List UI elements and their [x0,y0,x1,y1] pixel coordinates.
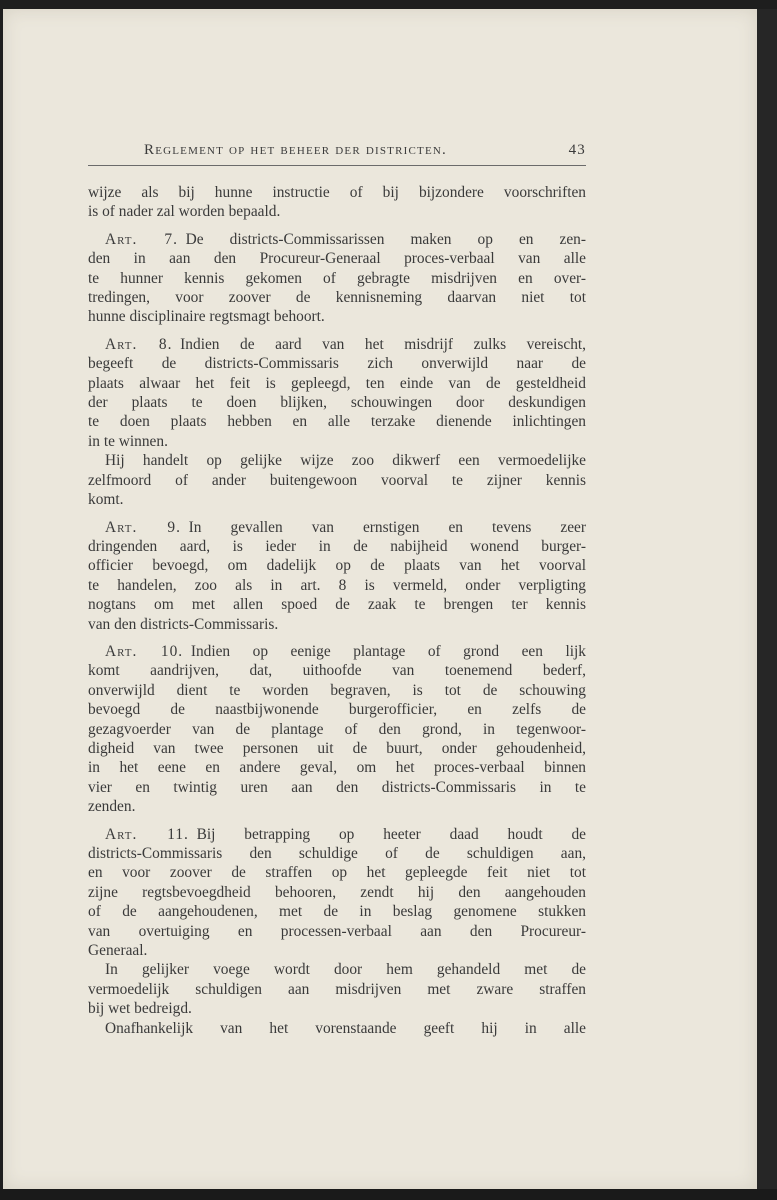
article-label: Art. 11. [105,825,189,843]
line-text: Indien op eenige plantage of grond een lijk [190,642,586,660]
text-line: vier en twintig uren aan den districts-Commissaris in te [88,778,586,796]
body-text [88,183,586,1038]
text-line [88,335,586,354]
article-paragraph [88,518,586,634]
scan-bottom-border [0,1189,777,1200]
text-line: In gelijker voege wordt door hem gehandeld met de [105,961,586,979]
text-line: bij wet bedreigd. [88,1000,192,1018]
text-line [88,642,586,661]
line-text: Indien de aard van het misdrijf zulks vereischt, [180,335,587,353]
header-rule [88,165,586,166]
article-paragraph [88,642,586,817]
text-line: in het eene en andere geval, om het proces-verbaal binnen [88,759,586,777]
text-line: komt. [88,491,124,509]
text-line: Generaal. [88,942,148,960]
line-text: Bij betrapping op heeter daad houdt de [196,825,586,843]
text-line: begeeft de districts-Commissaris zich onverwijld naar de [88,355,586,373]
text-line: districts-Commissaris den schuldige of de schuldigen aan, [88,845,586,862]
article-label: Art. 9. [105,518,181,536]
text-line: zenden. [88,798,136,816]
text-line: nogtans om met allen spoed de zaak te brengen ter kennis [88,596,586,614]
text-line: onverwijld dient te worden begraven, is tot de schouwing [88,681,586,699]
text-line: officier bevoegd, om dadelijk op de plaats van het voorval [88,557,586,575]
line-text: In gevallen van ernstigen en tevens zeer [188,518,586,536]
text-line: plaats alwaar het feit is gepleegd, ten einde van de gesteldheid [88,374,586,392]
article-paragraph [88,825,586,961]
text-line: wijze als bij hunne instructie of bij bijzondere voorschriften [88,184,586,201]
text-line [88,825,586,844]
text-line [88,230,586,249]
line-text: De districts-Commissarissen maken op en zen- [185,230,586,248]
text-line: Hij handelt op gelijke wijze zoo dikwerf een vermoedelijke [105,452,586,470]
text-line: te hunner kennis gekomen of gebragte misdrijven en over- [88,269,586,287]
article-label: Art. 10. [105,642,184,660]
text-line: den in aan den Procureur-Generaal proces-verbaal van alle [88,250,586,268]
text-line: der plaats te doen blijken, schouwingen door deskundigen [88,394,586,412]
text-line: vermoedelijk schuldigen aan misdrijven met zware straffen [88,980,586,998]
text-line [88,518,586,537]
text-line: dringenden aard, is ieder in de nabijheid wonend burger- [88,537,586,555]
text-paragraph [88,451,586,509]
text-line: hunne disciplinaire regtsmagt behoort. [88,308,325,326]
text-paragraph [88,960,586,1018]
text-line: in te winnen. [88,432,168,450]
text-line: komt aandrijven, dat, uithoofde van toenemend bederf, [88,662,586,680]
text-line: van overtuiging en processen-verbaal aan den Procureur- [88,922,586,940]
page-edge-shadow [757,9,777,1189]
running-header-title: Reglement op het beheer der districten. [144,142,447,158]
text-line: zelfmoord of ander buitengewoon voorval te zijner kennis [88,471,586,489]
page-number: 43 [568,142,586,158]
text-line: gezagvoerder van de plantage of den grond, in tegenwoor- [88,720,586,738]
article-label: Art. 7. [105,230,178,248]
text-line: Onafhankelijk van het vorenstaande geeft hij in alle [105,1019,586,1037]
article-label: Art. 8. [105,335,173,353]
text-line: is of nader zal worden bepaald. [88,203,281,221]
article-paragraph [88,230,586,327]
text-paragraph [88,1019,586,1038]
text-line: bevoegd de naastbijwonende burgerofficier, en zelfs de [88,701,586,719]
article-paragraph [88,335,586,451]
text-line: te handelen, zoo als in art. 8 is vermeld, onder verpligting [88,576,586,594]
text-line: en voor zoover de straffen op het gepleegde feit niet tot [88,864,586,882]
text-line: digheid van twee personen uit de buurt, onder gehoudenheid, [88,739,586,757]
text-line: zijne regtsbevoegdheid behooren, zendt hij den aangehouden [88,883,586,901]
text-line: of de aangehoudenen, met de in beslag genomene stukken [88,903,586,921]
text-line: tredingen, voor zoover de kennisneming daarvan niet tot [88,289,586,307]
text-paragraph [88,183,586,222]
text-line: te doen plaats hebben en alle terzake dienende inlichtingen [88,413,586,431]
text-line: van den districts-Commissaris. [88,615,279,633]
